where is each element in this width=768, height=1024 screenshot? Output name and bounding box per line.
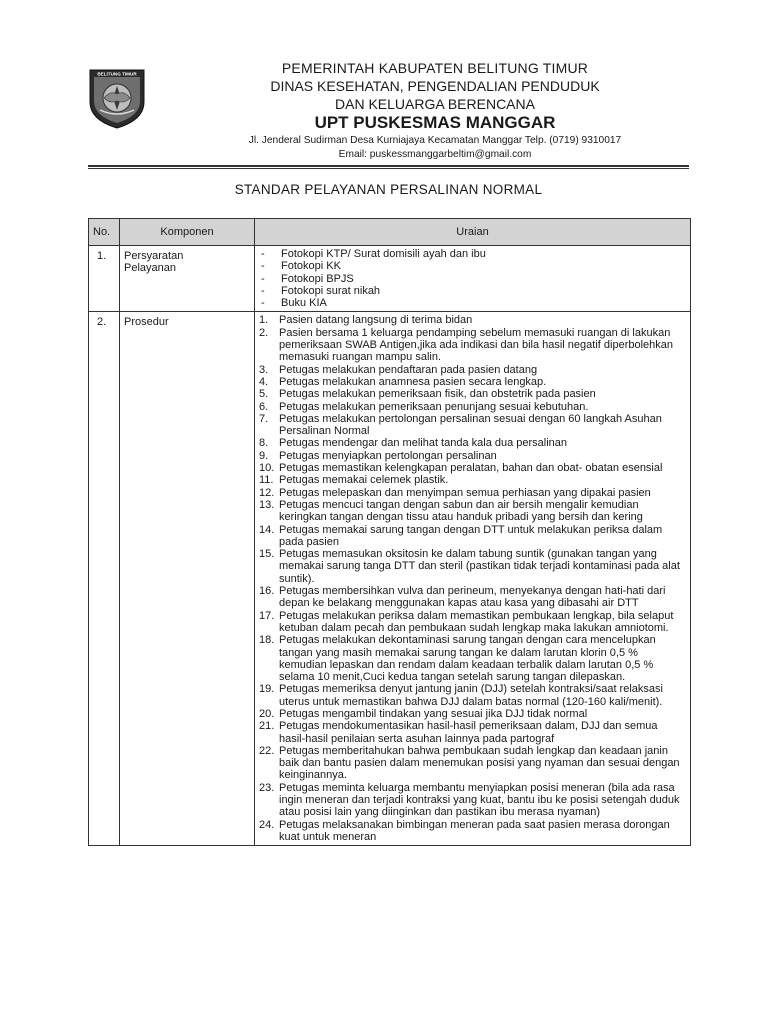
step-number: 18. xyxy=(259,634,275,647)
step-text: Petugas mengambil tindakan yang sesuai jika DJJ tidak normal xyxy=(279,707,588,720)
step-number: 22. xyxy=(259,744,275,757)
list-item xyxy=(259,782,684,819)
step-number: 15. xyxy=(259,548,275,561)
step-text: Petugas memakai celemek plastik. xyxy=(279,474,449,487)
list-item xyxy=(259,610,684,635)
document-title: STANDAR PELAYANAN PERSALINAN NORMAL xyxy=(234,182,543,197)
list-item xyxy=(259,437,684,449)
list-item: - Fotokopi KTP/ Surat domisili ayah dan ibu xyxy=(259,248,684,260)
step-text: Petugas meminta keluarga membantu menyiapkan posisi meneran (bila ada rasa ingin meneran dan terjadi kontraksi yang kuat, bantu ibu ke posisi setengah duduk atau posisi lain yang diinginkan dan pastikan ibu merasa nyaman) xyxy=(279,781,680,819)
list-item: - Fotokopi surat nikah xyxy=(259,285,684,297)
step-number: 11. xyxy=(259,474,274,487)
list-item: - Fotokopi BPJS xyxy=(259,273,684,285)
list-item xyxy=(259,314,684,326)
step-number: 5. xyxy=(259,388,269,401)
table-row xyxy=(89,312,691,846)
row-number: 1. xyxy=(89,246,120,312)
row-description xyxy=(255,246,691,312)
step-text: Petugas memakai sarung tangan dengan DTT untuk melakukan periksa dalam pada pasien xyxy=(279,523,663,548)
list-item xyxy=(259,401,684,413)
step-text: Pasien bersama 1 keluarga pendamping sebelum memasuki ruangan di lakukan pemeriksaan SWAB Antigen,jika ada indikasi dan bila hasil negatif diperbolehkan memasuki ruangan mampu salin. xyxy=(279,326,674,364)
step-number: 16. xyxy=(259,585,275,598)
list-item xyxy=(259,524,684,549)
list-item xyxy=(259,720,684,745)
row-description xyxy=(255,312,691,846)
step-text: Petugas melakukan anamnesa pasien secara lengkap. xyxy=(279,375,547,388)
list-item xyxy=(259,745,684,782)
letterhead-line-1: PEMERINTAH KABUPATEN BELITUNG TIMUR xyxy=(281,60,589,76)
step-text: Petugas melakukan periksa dalam memastikan pembukaan lengkap, bila selaput ketuban dalam pecah dan pembukaan sudah lengkap maka lakukan amniotomi. xyxy=(279,609,674,634)
list-item xyxy=(259,376,684,388)
step-text: Petugas membersihkan vulva dan perineum, menyekanya dengan hati-hati dari depan ke belakang menggunakan kapas atau kasa yang dibasahi air DTT xyxy=(279,585,666,610)
step-text: Petugas melakukan pemeriksaan penunjang sesuai kebutuhan. xyxy=(279,400,589,413)
organization-email: Email: puskessmanggarbeltim@gmail.com xyxy=(338,149,532,160)
step-number: 14. xyxy=(259,523,275,536)
step-number: 17. xyxy=(259,609,275,622)
header-no: No. xyxy=(89,219,120,246)
step-number: 21. xyxy=(259,720,275,733)
step-text: Petugas melakukan pertolongan persalinan sesuai dengan 60 langkah Asuhan Persalinan Normal xyxy=(279,412,662,438)
list-item xyxy=(259,487,684,499)
row-number: 2. xyxy=(89,312,120,846)
list-item: - Fotokopi KK xyxy=(259,260,684,272)
row-component: Persyaratan Pelayanan xyxy=(120,246,255,312)
row-component: Prosedur xyxy=(120,312,255,846)
list-item: - Buku KIA xyxy=(259,297,684,309)
list-item xyxy=(259,683,684,708)
step-number: 20. xyxy=(259,707,275,720)
letterhead-line-3: DAN KELUARGA BERENCANA xyxy=(335,96,535,112)
list-item xyxy=(259,388,684,400)
step-text: Petugas melaksanakan bimbingan meneran pada saat pasien merasa dorongan kuat untuk meneran xyxy=(279,818,670,843)
letterhead-line-2: DINAS KESEHATAN, PENGENDALIAN PENDUDUK xyxy=(270,78,600,94)
step-text: Petugas melakukan pemeriksaan fisik, dan obstetrik pada pasien xyxy=(279,388,596,401)
organization-name: UPT PUSKESMAS MANGGAR xyxy=(314,113,556,132)
step-text: Petugas melakukan dekontaminasi sarung tangan dengan cara mencelupkan tangan yang masih memakai sarung tangan ke dalam larutan klorin 0,5 % kemudian lepaskan dan rendam dalam keadaan terbalik dalam larutan 0,5 % selama 10 menit,Cuci kedua tangan setelah sarung tangan dilepaskan. xyxy=(279,634,656,684)
list-item xyxy=(259,499,684,524)
list-item xyxy=(259,364,684,376)
list-item xyxy=(259,634,684,683)
list-item xyxy=(259,585,684,610)
letterhead-divider-thin xyxy=(88,168,689,169)
step-number: 9. xyxy=(259,449,269,462)
step-number: 8. xyxy=(259,437,269,450)
svg-text:BELITUNG TIMUR: BELITUNG TIMUR xyxy=(97,71,137,77)
step-text: Petugas memberitahukan bahwa pembukaan sudah lengkap dan keadaan janin baik dan bantu pasien dalam menemukan posisi yang nyaman dan sesuai dengan keinginannya. xyxy=(279,744,680,782)
header-uraian: Uraian xyxy=(255,219,691,246)
step-number: 24. xyxy=(259,818,275,831)
list-item xyxy=(259,474,684,486)
step-number: 7. xyxy=(259,412,269,425)
header-komponen: Komponen xyxy=(120,219,255,246)
step-number: 23. xyxy=(259,781,275,794)
step-number: 3. xyxy=(259,363,269,376)
step-number: 4. xyxy=(259,375,269,388)
step-number: 2. xyxy=(259,326,269,339)
list-item xyxy=(259,548,684,585)
list-item xyxy=(259,708,684,720)
step-text: Petugas mendokumentasikan hasil-hasil pemeriksaan dalam, DJJ dan semua hasil-hasil penilaian serta asuhan lainnya pada partograf xyxy=(279,720,658,745)
belitung-timur-emblem-icon xyxy=(88,68,146,130)
step-number: 10. xyxy=(259,462,275,475)
organization-address: Jl. Jenderal Sudirman Desa Kurniajaya Kecamatan Manggar Telp. (0719) 9310017 xyxy=(248,135,622,146)
step-text: Petugas memastikan kelengkapan peralatan, bahan dan obat- obatan esensial xyxy=(279,462,663,475)
list-item xyxy=(259,413,684,438)
list-item xyxy=(259,450,684,462)
step-text: Petugas mendengar dan melihat tanda kala dua persalinan xyxy=(279,437,568,450)
list-item xyxy=(259,327,684,364)
list-item xyxy=(259,819,684,844)
letterhead-divider xyxy=(88,165,689,167)
step-number: 19. xyxy=(259,683,275,696)
service-standard-table xyxy=(88,218,691,846)
procedure-steps-list xyxy=(259,314,684,843)
step-text: Petugas memasukan oksitosin ke dalam tabung suntik (gunakan tangan yang memakai sarung tanga DTT dan steril (pastikan tidak terjadi kontaminasi pada alat suntik). xyxy=(279,548,680,585)
step-text: Pasien datang langsung di terima bidan xyxy=(279,314,473,327)
step-number: 12. xyxy=(259,486,275,499)
list-item xyxy=(259,462,684,474)
table-header-row xyxy=(89,219,691,246)
step-text: Petugas mencuci tangan dengan sabun dan air bersih mengalir kemudian keringkan tangan dengan tissu atau handuk pribadi yang bersih dan kering xyxy=(279,498,643,524)
table-row xyxy=(89,246,691,312)
step-text: Petugas melepaskan dan menyimpan semua perhiasan yang dipakai pasien xyxy=(279,486,651,499)
step-number: 1. xyxy=(259,314,269,327)
step-number: 13. xyxy=(259,498,275,511)
step-number: 6. xyxy=(259,400,269,413)
requirements-list xyxy=(259,248,684,309)
step-text: Petugas menyiapkan pertolongan persalinan xyxy=(279,449,497,462)
step-text: Petugas memeriksa denyut jantung janin (DJJ) setelah kontraksi/saat relaksasi uterus untuk memastikan bahwa DJJ dalam batas normal (120-160 kali/menit). xyxy=(279,683,663,708)
step-text: Petugas melakukan pendaftaran pada pasien datang xyxy=(279,363,538,376)
